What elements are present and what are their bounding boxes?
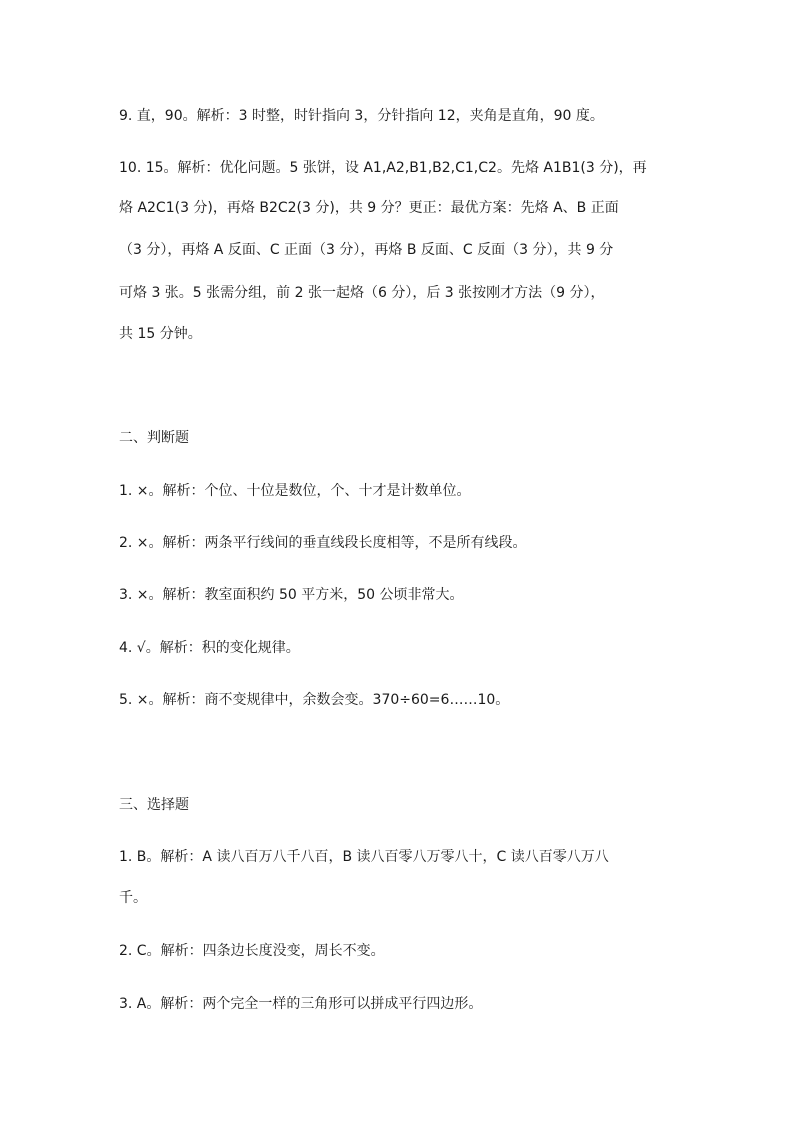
judgement-3: 3. ×。解析：教室面积约 50 平方米，50 公顷非常大。 [119,587,464,603]
judgement-2: 2. ×。解析：两条平行线间的垂直线段长度相等，不是所有线段。 [119,535,527,551]
answer-10-line-1: 10. 15。解析：优化问题。5 张饼，设 A1,A2,B1,B2,C1,C2。先烙 A1B1(3 分)，再 [119,160,647,176]
judgement-4: 4. √。解析：积的变化规律。 [119,640,300,656]
answer-10-line-4: 可烙 3 张。5 张需分组，前 2 张一起烙（6 分），后 3 张按刚才方法（9 分）， [119,285,605,301]
choice-1-line-2: 千。 [119,890,147,906]
judgement-1: 1. ×。解析：个位、十位是数位，个、十才是计数单位。 [119,483,471,499]
choice-1-line-1: 1. B。解析：A 读八百万八千八百，B 读八百零八万零八十，C 读八百零八万八 [119,849,609,865]
section-heading-choice: 三、选择题 [119,797,189,813]
section-heading-judgement: 二、判断题 [119,430,189,446]
answer-10-line-2: 烙 A2C1(3 分)，再烙 B2C2(3 分)，共 9 分？更正：最优方案：先烙 A、B 正面 [119,200,619,216]
answer-10-line-3: （3 分），再烙 A 反面、C 正面（3 分），再烙 B 反面、C 反面（3 分），共 9 分 [119,242,614,258]
answer-10-line-5: 共 15 分钟。 [119,326,202,342]
answer-9: 9. 直，90。解析：3 时整，时针指向 3，分针指向 12，夹角是直角，90 度。 [119,108,604,124]
judgement-5: 5. ×。解析：商不变规律中，余数会变。370÷60=6……10。 [119,692,510,708]
choice-2: 2. C。解析：四条边长度没变，周长不变。 [119,943,385,959]
choice-3: 3. A。解析：两个完全一样的三角形可以拼成平行四边形。 [119,996,483,1012]
